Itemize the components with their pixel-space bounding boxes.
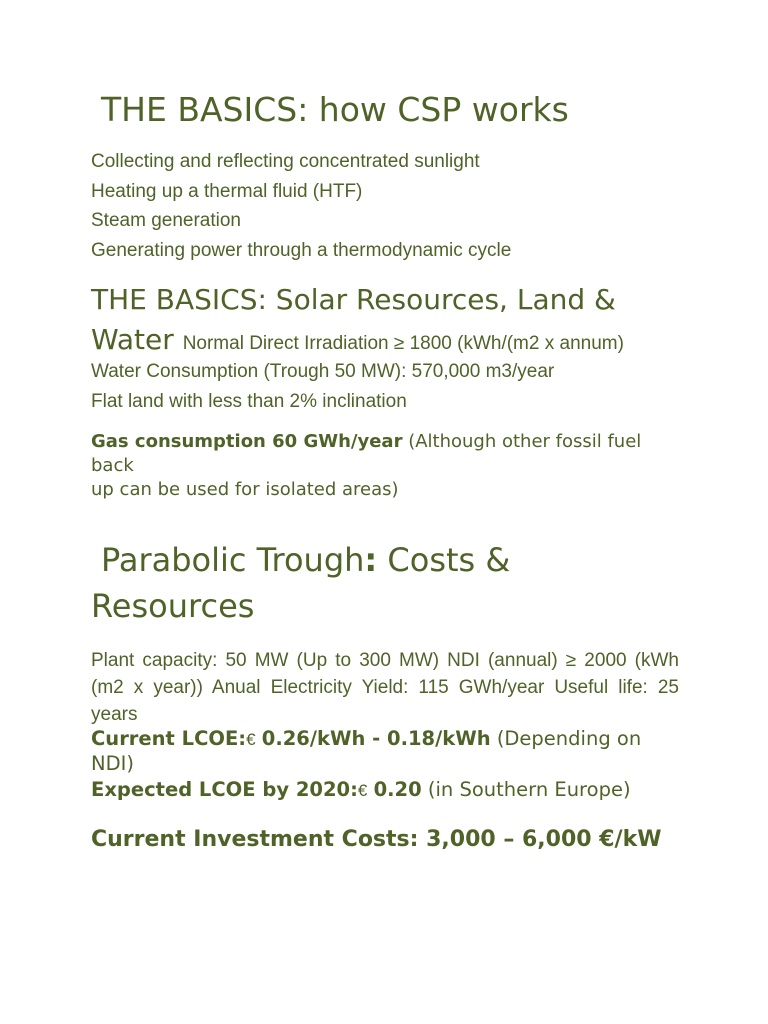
heading-colon: : [364,541,378,579]
heading-solar-resources [91,280,681,364]
resources-list [91,357,554,416]
heading-parabolic-trough [91,537,681,629]
gas-consumption-paragraph [91,430,681,502]
gas-consumption-label: Gas consumption 60 GWh/year [91,431,403,452]
current-lcoe-note: (Depending on NDI) [91,727,642,775]
expected-lcoe-note: (in Southern Europe) [427,778,631,801]
heading-text-a: Parabolic Trough [101,541,365,579]
gas-consumption-note: (Although other fossil fuel back [91,431,642,476]
list-item: Flat land with less than 2% inclination [91,390,407,412]
expected-lcoe-label: Expected LCOE by 2020: [91,778,358,801]
heading-how-csp-works: THE BASICS: how CSP works [101,90,569,129]
current-lcoe-paragraph [91,727,681,776]
current-lcoe-value: 0.26/kWh - 0.18/kWh [261,727,491,750]
expected-lcoe-value: 0.20 [373,778,422,801]
expected-lcoe-paragraph [91,778,681,803]
list-item: Steam generation [91,210,241,231]
heading-text-b: Costs & Resources [91,541,511,625]
csp-steps-list [91,147,511,265]
euro-symbol: € [246,730,256,749]
list-item: Heating up a thermal fluid (HTF) [91,180,363,202]
plant-capacity-paragraph: Plant capacity: 50 MW (Up to 300 MW) NDI (annual) ≥ 2000 (kWh (m2 x year)) Anual Electricity Yield: 115 GWh/year Useful life: 25 years [91,650,679,725]
investment-costs-paragraph: Current Investment Costs: 3,000 – 6,000 €/kW [91,827,662,852]
list-item: Generating power through a thermodynamic cycle [91,239,512,261]
current-lcoe-label: Current LCOE: [91,727,247,750]
list-item: Collecting and reflecting concentrated sunlight [91,151,480,172]
heading-text: THE BASICS: Solar Resources, Land & Water [91,283,616,356]
list-item: Water Consumption (Trough 50 MW): 570,000 m3/year [91,361,555,382]
gas-consumption-note-line2: up can be used for isolated areas) [91,479,399,500]
euro-symbol: € [357,781,368,800]
irradiation-note: Normal Direct Irradiation ≥ 1800 (kWh/(m2 x annum) [182,333,624,354]
